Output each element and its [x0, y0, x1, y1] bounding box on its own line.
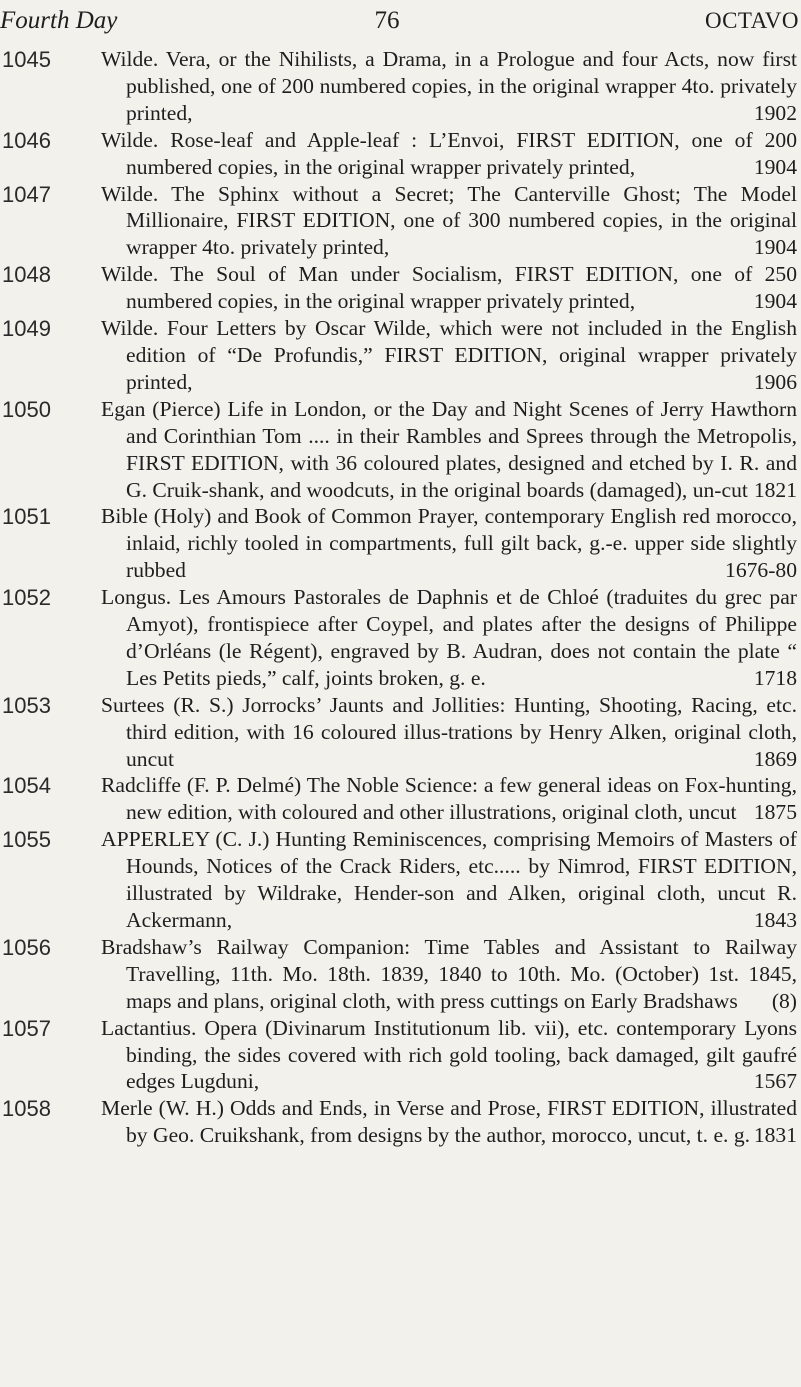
- lot-list: [0, 46, 801, 1149]
- lot-number: 1045: [2, 47, 51, 72]
- lot-entry: [0, 46, 801, 127]
- lot-entry: [0, 261, 801, 315]
- lot-entry: [0, 181, 801, 262]
- lot-description: [101, 261, 797, 315]
- lot-description: [101, 826, 797, 934]
- lot-description-text: Bradshaw’s Railway Companion: Time Tables and Assistant to Railway Travelling, 11th. Mo. 18th. 1839, 1840 to 10th. Mo. (October) 1st. 1845, maps and plans, original cloth, with press cuttings on Early Bradshaws: [101, 934, 797, 1013]
- lot-entry: [0, 127, 801, 181]
- lot-description-text: Bible (Holy) and Book of Common Prayer, contemporary English red morocco, inlaid, richly tooled in compartments, full gilt back, g.-e. upper side slightly rubbed: [101, 504, 797, 583]
- lot-description: [101, 584, 797, 692]
- lot-description-text: Radcliffe (F. P. Delmé) The Noble Science: a few general ideas on Fox-hunting, new edition, with coloured and other illustrations, original cloth, uncut: [101, 773, 797, 825]
- lot-entry: [0, 934, 801, 1015]
- lot-number: 1056: [2, 934, 51, 960]
- lot-description: [101, 772, 797, 826]
- lot-date: 1902: [753, 100, 797, 125]
- lot-entry: [0, 503, 801, 584]
- lot-number: 1047: [2, 181, 51, 207]
- lot-description: [101, 46, 797, 127]
- lot-description: [101, 1095, 797, 1149]
- lot-description-text: Merle (W. H.) Odds and Ends, in Verse and Prose, FIRST EDITION, illustrated by Geo. Cruikshank, from designs by the author, morocco, uncut, t. e. g.: [101, 1096, 797, 1148]
- lot-date: 1843: [753, 908, 797, 932]
- lot-description-text: Wilde. Four Letters by Oscar Wilde, which were not included in the English edition of “De Profundis,” FIRST EDITION, original wrapper privately printed,: [101, 316, 797, 394]
- lot-date: 1869: [753, 746, 797, 771]
- lot-number: 1046: [2, 127, 51, 153]
- lot-date: 1904: [753, 289, 797, 314]
- lot-description-text: Wilde. The Soul of Man under Socialism, FIRST EDITION, one of 250 numbered copies, in the original wrapper privately printed,: [101, 262, 797, 314]
- lot-description: [101, 127, 797, 181]
- page-header: [0, 4, 801, 38]
- lot-description-text: APPERLEY (C. J.) Hunting Reminiscences, comprising Memoirs of Masters of Hounds, Notices of the Crack Riders, etc..... by Nimrod, FIRST EDITION, illustrated by Wildrake, Hender-son and Alken, original cloth, uncut R. Ackermann,: [101, 827, 797, 932]
- lot-description: [101, 503, 797, 584]
- lot-entry: [0, 1095, 801, 1149]
- lot-description: [101, 934, 797, 1015]
- section-heading: OCTAVO: [704, 8, 799, 33]
- lot-description: [101, 396, 797, 504]
- lot-description: [101, 692, 797, 773]
- lot-date: 1904: [753, 235, 797, 260]
- lot-number: 1057: [2, 1015, 51, 1041]
- lot-entry: [0, 315, 801, 396]
- lot-entry: [0, 396, 801, 504]
- lot-description: [101, 315, 797, 396]
- lot-number: 1051: [2, 504, 51, 530]
- lot-description-text: Wilde. The Sphinx without a Secret; The Canterville Ghost; The Model Millionaire, FIRST EDITION, one of 300 numbered copies, in the original wrapper 4to. privately printed,: [101, 181, 797, 260]
- lot-entry: [0, 584, 801, 692]
- lot-number: 1049: [2, 316, 51, 342]
- lot-description: [101, 1015, 797, 1096]
- lot-date: 1821: [753, 477, 797, 502]
- lot-number: 1055: [2, 827, 51, 853]
- lot-number: 1058: [2, 1096, 51, 1122]
- lot-number: 1050: [2, 396, 51, 422]
- lot-number: 1053: [2, 692, 51, 718]
- lot-entry: [0, 826, 801, 934]
- lot-date: 1875: [753, 800, 797, 825]
- lot-description: [101, 181, 797, 262]
- lot-number: 1052: [2, 585, 51, 611]
- lot-date: 1676-80: [725, 558, 797, 583]
- lot-entry: [0, 772, 801, 826]
- lot-number: 1054: [2, 773, 51, 799]
- lot-number: 1048: [2, 262, 51, 288]
- page-number: 76: [374, 7, 400, 34]
- lot-description-text: Surtees (R. S.) Jorrocks’ Jaunts and Jollities: Hunting, Shooting, Racing, etc. third edition, with 16 coloured illus-trations by Henry Alken, original cloth, uncut: [101, 692, 797, 771]
- lot-date: 1831: [753, 1123, 797, 1148]
- day-heading: Fourth Day: [0, 7, 118, 34]
- lot-date: 1904: [753, 154, 797, 179]
- lot-description-text: Longus. Les Amours Pastorales de Daphnis et de Chloé (traduites du grec par Amyot), frontispiece after Coypel, and plates after the designs of Philippe d’Orléans (le Régent), engraved by B. Audran, does not contain the plate “ Les Petits pieds,” calf, joints broken, g. e.: [101, 585, 797, 690]
- lot-description-text: Wilde. Vera, or the Nihilists, a Drama, in a Prologue and four Acts, now first published, one of 200 numbered copies, in the original wrapper 4to. privately printed,: [101, 47, 797, 125]
- lot-description-text: Lactantius. Opera (Divinarum Institutionum lib. vii), etc. contemporary Lyons binding, the sides covered with rich gold tooling, back damaged, gilt gaufré edges Lugduni,: [101, 1015, 797, 1094]
- lot-date: 1906: [753, 369, 797, 394]
- lot-entry: [0, 1015, 801, 1096]
- lot-date: 1718: [753, 665, 797, 690]
- lot-entry: [0, 692, 801, 773]
- lot-date: 1567: [753, 1069, 797, 1094]
- lot-description-text: Egan (Pierce) Life in London, or the Day and Night Scenes of Jerry Hawthorn and Corinthian Tom .... in their Rambles and Sprees through the Metropolis, FIRST EDITION, with 36 coloured plates, designed and etched by I. R. and G. Cruik-shank, and woodcuts, in the original boards (damaged), un-cut: [101, 396, 797, 502]
- lot-description-text: Wilde. Rose-leaf and Apple-leaf : L’Envoi, FIRST EDITION, one of 200 numbered copies, in the original wrapper privately printed,: [101, 127, 797, 179]
